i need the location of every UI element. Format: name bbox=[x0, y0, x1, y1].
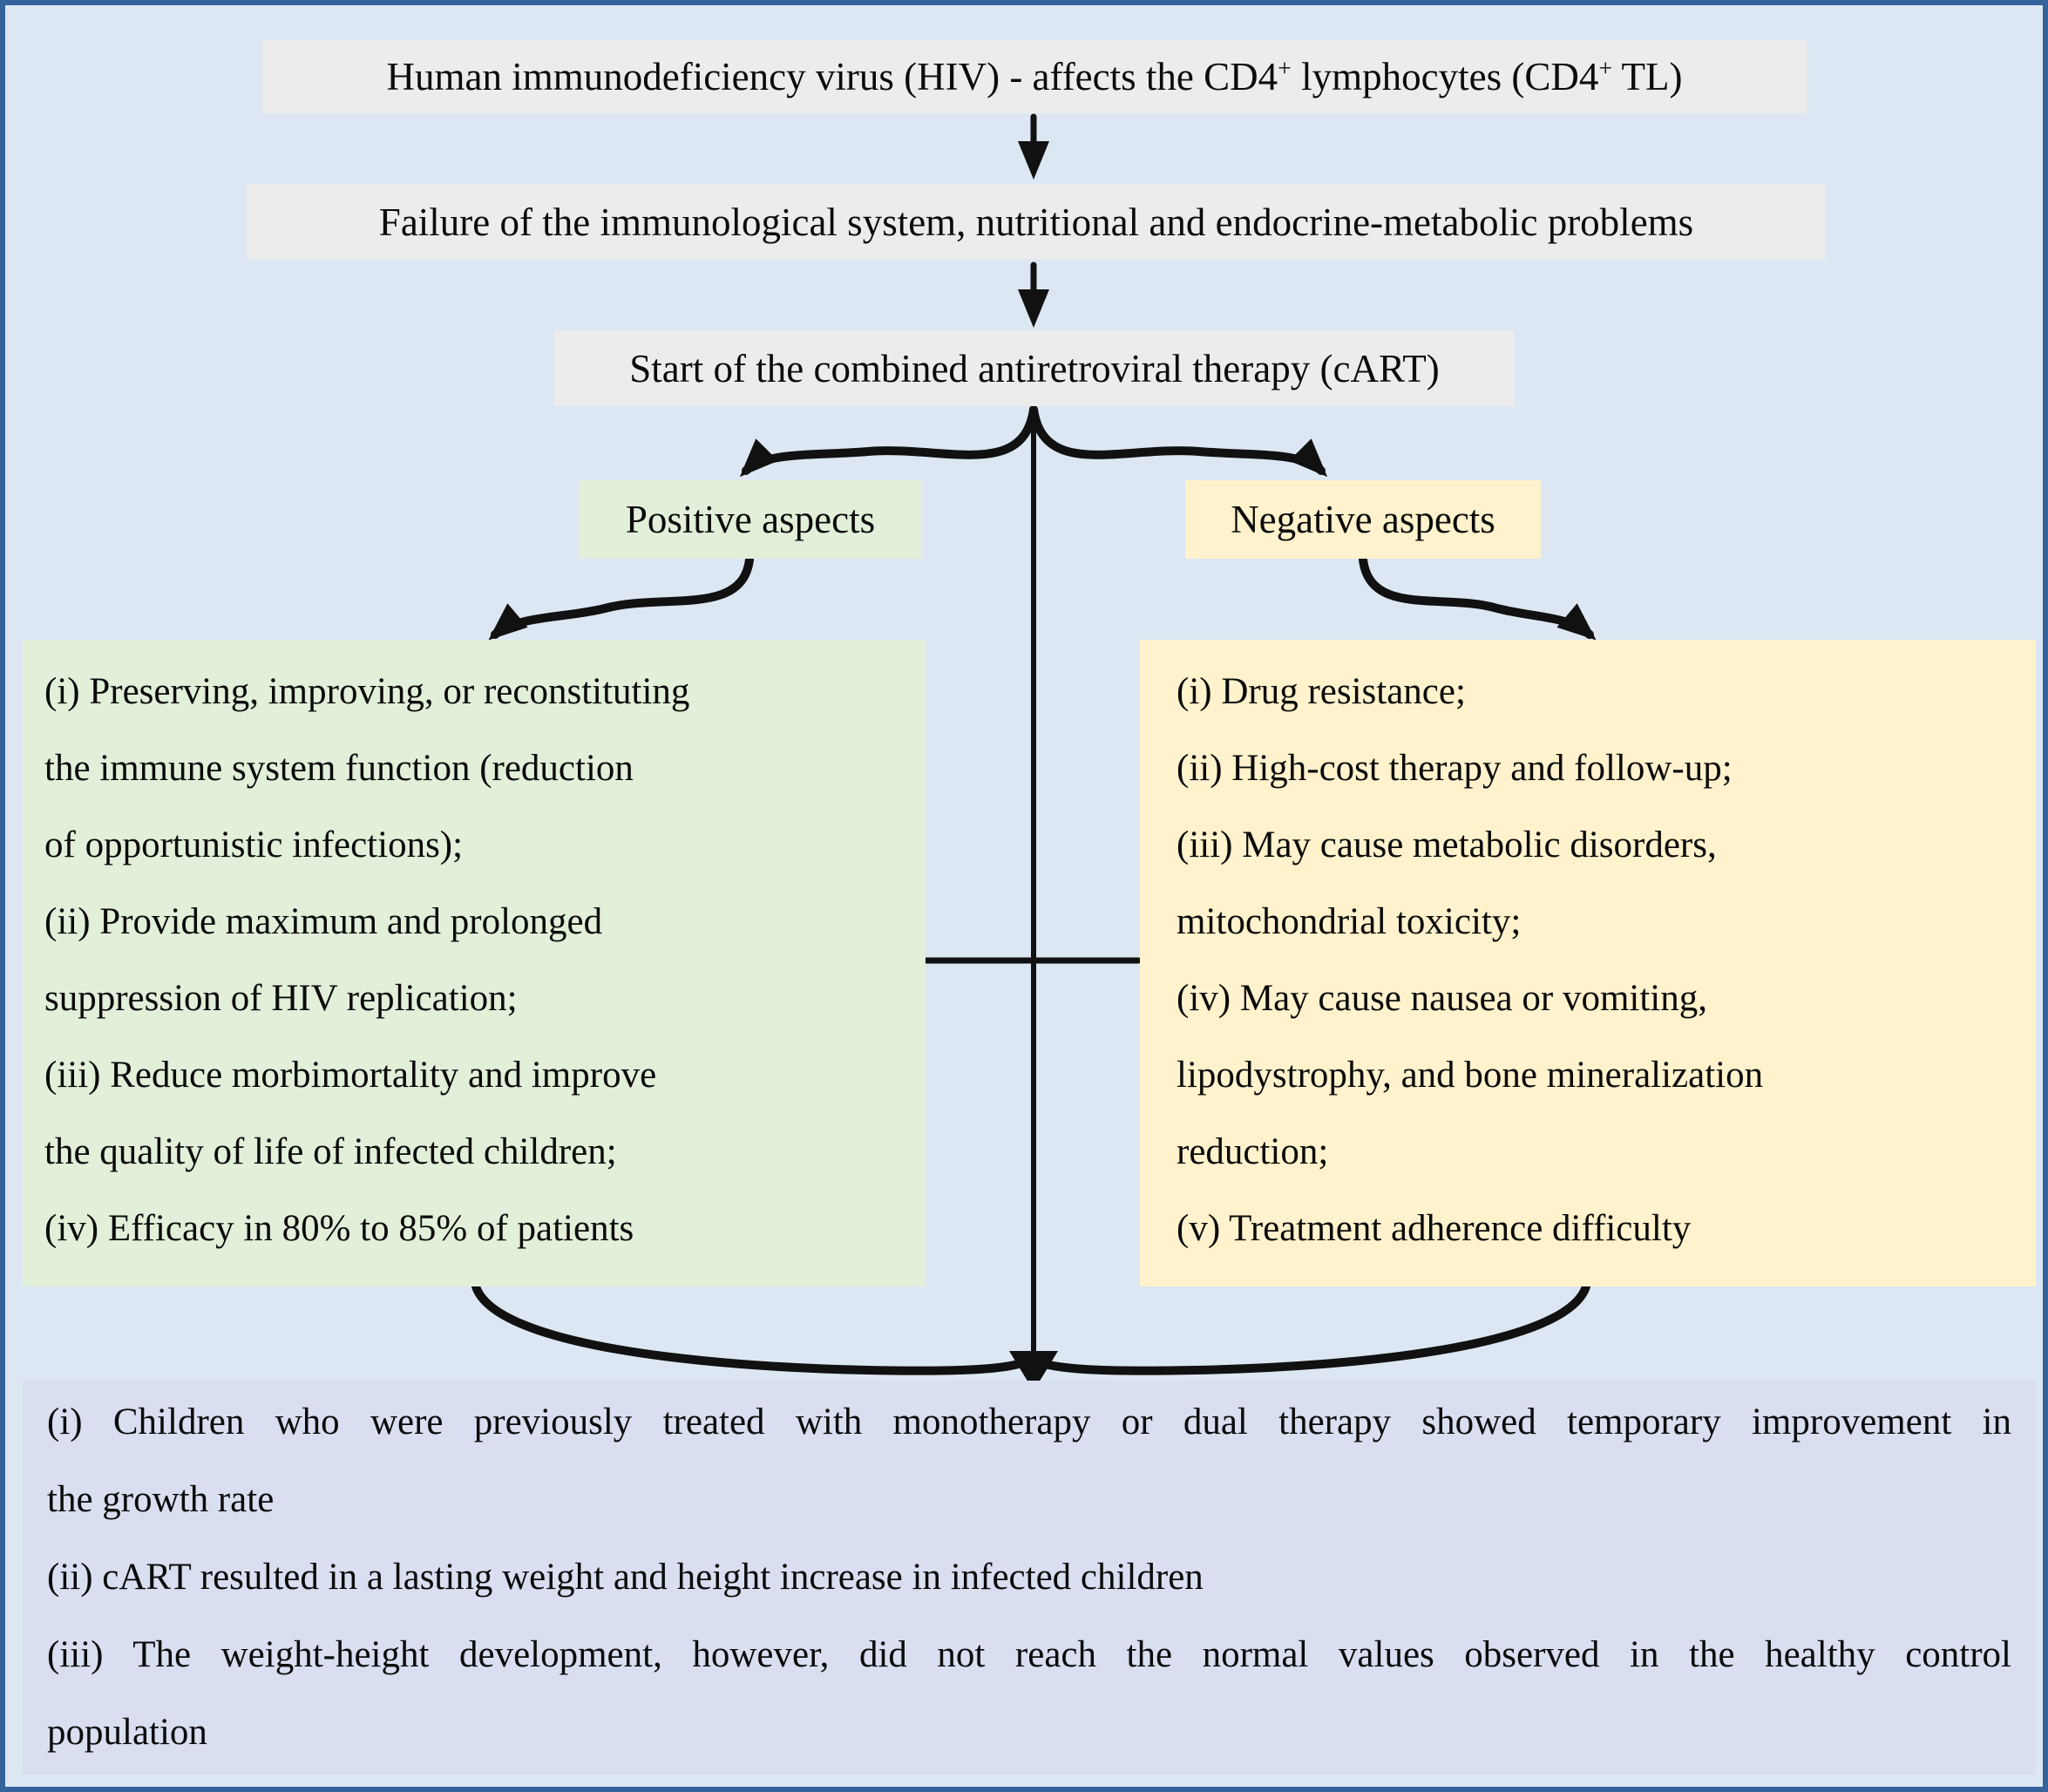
outcome-line: population bbox=[47, 1712, 207, 1753]
positive-aspects-box bbox=[23, 640, 926, 1286]
positive-line: (i) Preserving, improving, or reconstituting bbox=[44, 671, 690, 712]
hiv-text-post: TL) bbox=[1612, 55, 1683, 98]
negative-label-text: Negative aspects bbox=[1231, 498, 1495, 541]
cart-box bbox=[554, 330, 1515, 406]
hiv-text-pre: Human immunodeficiency virus (HIV) - affects the CD4 bbox=[386, 55, 1278, 98]
positive-line: of opportunistic infections); bbox=[44, 825, 464, 865]
negative-line: (ii) High-cost therapy and follow-up; bbox=[1177, 748, 1733, 789]
positive-aspects-label bbox=[580, 480, 921, 559]
outcome-box bbox=[23, 1381, 2036, 1775]
hiv-sup-1: + bbox=[1278, 55, 1292, 82]
positive-line: (ii) Provide maximum and prolonged bbox=[44, 901, 603, 942]
failure-box-text: Failure of the immunological system, nutritional and endocrine-metabolic problems bbox=[378, 200, 1694, 244]
negative-aspects-box bbox=[1140, 640, 2036, 1286]
hiv-box bbox=[262, 40, 1807, 113]
hiv-text-mid: lymphocytes (CD4 bbox=[1291, 55, 1599, 98]
curve-negative-to-outcome bbox=[1037, 1286, 1586, 1371]
negative-aspects-label bbox=[1185, 480, 1541, 559]
negative-line: (i) Drug resistance; bbox=[1177, 671, 1466, 712]
outcome-line: (iii) The weight-height development, however, did not reach the normal values observed in the healthy control bbox=[47, 1634, 2011, 1675]
hiv-box-text bbox=[387, 54, 1683, 99]
positive-line: the quality of life of infected children; bbox=[44, 1131, 617, 1172]
negative-line: (iv) May cause nausea or vomiting, bbox=[1177, 978, 1707, 1019]
arrow-positive-label-to-box bbox=[495, 560, 749, 635]
failure-box bbox=[247, 184, 1826, 260]
arrow-cart-to-negative-label bbox=[1034, 410, 1321, 471]
positive-line: (iv) Efficacy in 80% to 85% of patients bbox=[44, 1208, 634, 1249]
curve-positive-to-outcome bbox=[476, 1286, 1027, 1371]
outcome-line: (i) Children who were previously treated with monotherapy or dual therapy showed temporary improvement in bbox=[47, 1402, 2011, 1442]
positive-label-text: Positive aspects bbox=[625, 498, 876, 541]
positive-line: suppression of HIV replication; bbox=[44, 978, 518, 1019]
positive-line: the immune system function (reduction bbox=[44, 748, 634, 789]
outcome-line: the growth rate bbox=[47, 1479, 275, 1520]
outcome-line: (ii) cART resulted in a lasting weight and height increase in infected children bbox=[47, 1557, 1204, 1598]
arrow-negative-label-to-box bbox=[1363, 560, 1590, 635]
negative-line: reduction; bbox=[1177, 1131, 1329, 1172]
hiv-sup-2: + bbox=[1598, 55, 1613, 82]
arrow-cart-to-positive-label bbox=[746, 410, 1034, 471]
cart-box-text: Start of the combined antiretroviral therapy (cART) bbox=[629, 346, 1440, 390]
positive-line: (iii) Reduce morbimortality and improve bbox=[44, 1055, 657, 1096]
negative-line: (v) Treatment adherence difficulty bbox=[1177, 1208, 1692, 1249]
negative-line: (iii) May cause metabolic disorders, bbox=[1177, 825, 1717, 865]
negative-line: mitochondrial toxicity; bbox=[1177, 901, 1522, 942]
negative-line: lipodystrophy, and bone mineralization bbox=[1177, 1055, 1764, 1096]
